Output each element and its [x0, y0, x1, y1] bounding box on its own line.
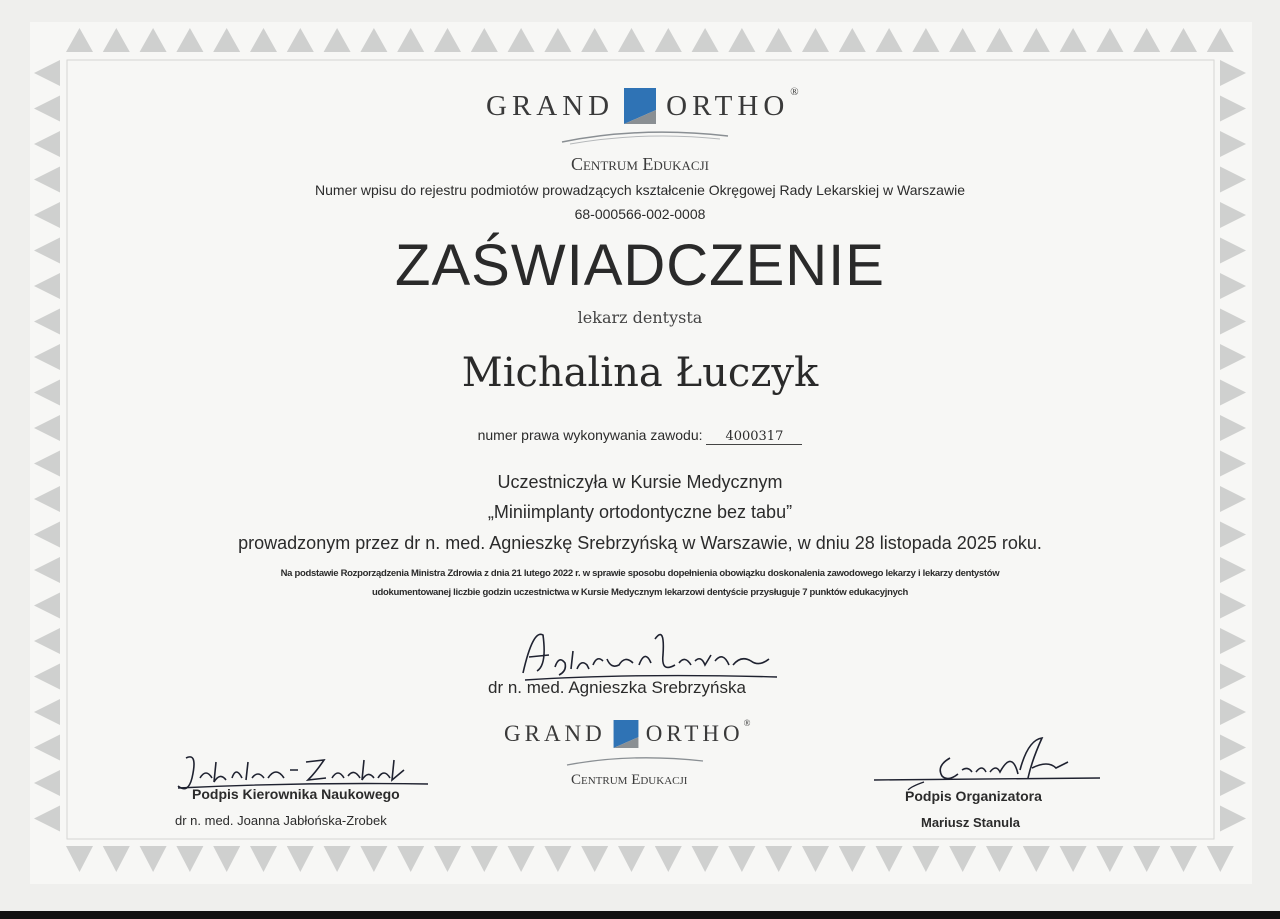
lecturer-name: dr n. med. Agnieszka Srebrzyńska — [488, 678, 746, 697]
course-line-3: prowadzonym przez dr n. med. Agnieszkę Srebrzyńską w Warszawie, w dniu 28 listopada 2025 roku. — [238, 533, 1042, 553]
lecturer-signature — [515, 625, 785, 685]
logo-bottom-registered-mark: ® — [743, 718, 751, 728]
logo-bottom-word-grand: GRAND — [504, 721, 606, 746]
scientific-head-name: dr n. med. Joanna Jabłońska-Zrobek — [175, 813, 387, 828]
logo-swoosh — [560, 124, 730, 146]
photo-bottom-edge — [0, 911, 1280, 919]
license-value: 4000317 — [706, 429, 802, 445]
course-line-1: Uczestniczyła w Kursie Medycznym — [497, 472, 783, 492]
logo-bottom-word-ortho: ORTHO — [645, 721, 744, 746]
profession: lekarz dentysta — [577, 308, 703, 327]
recipient-name: Michalina Łuczyk — [461, 350, 819, 396]
legal-line-2: udokumentowanej liczbie godzin uczestnictwa w Kursie Medycznym lekarzowi dentyście przysługuje 7 punktów edukacyjnych — [371, 587, 909, 598]
scientific-head-label: Podpis Kierownika Naukowego — [192, 786, 400, 802]
license-line — [0, 427, 1280, 445]
logo-word-ortho: ORTHO — [666, 89, 790, 122]
license-label: numer prawa wykonywania zawodu: — [477, 427, 703, 443]
registry-number: 68-000566-002-0008 — [574, 206, 706, 222]
registry-line: Numer wpisu do rejestru podmiotów prowadzących kształcenie Okręgowej Rady Lekarskiej w Warszawie — [315, 182, 965, 198]
logo-mark-icon — [622, 86, 658, 126]
logo-bottom-subtitle: Centrum Edukacji — [571, 772, 688, 788]
certificate-title: ZAŚWIADCZENIE — [395, 233, 885, 298]
logo-bottom — [504, 718, 750, 750]
course-title: „Miniimplanty ortodontyczne bez tabu” — [487, 502, 793, 522]
logo-bottom-mark-icon — [612, 718, 640, 750]
logo-top — [486, 86, 799, 126]
logo-subtitle: Centrum Edukacji — [570, 154, 709, 174]
logo-word-grand: GRAND — [486, 89, 615, 122]
legal-line-1: Na podstawie Rozporządzenia Ministra Zdrowia z dnia 21 lutego 2022 r. w sprawie sposobu dopełnienia obowiązku doskonalenia zawodowego lekarzy i lekarzy dentystów — [280, 568, 1000, 579]
registered-mark: ® — [790, 86, 799, 98]
organizer-name: Mariusz Stanula — [921, 815, 1020, 830]
logo-bottom-swoosh — [565, 752, 705, 768]
organizer-label: Podpis Organizatora — [905, 788, 1042, 804]
